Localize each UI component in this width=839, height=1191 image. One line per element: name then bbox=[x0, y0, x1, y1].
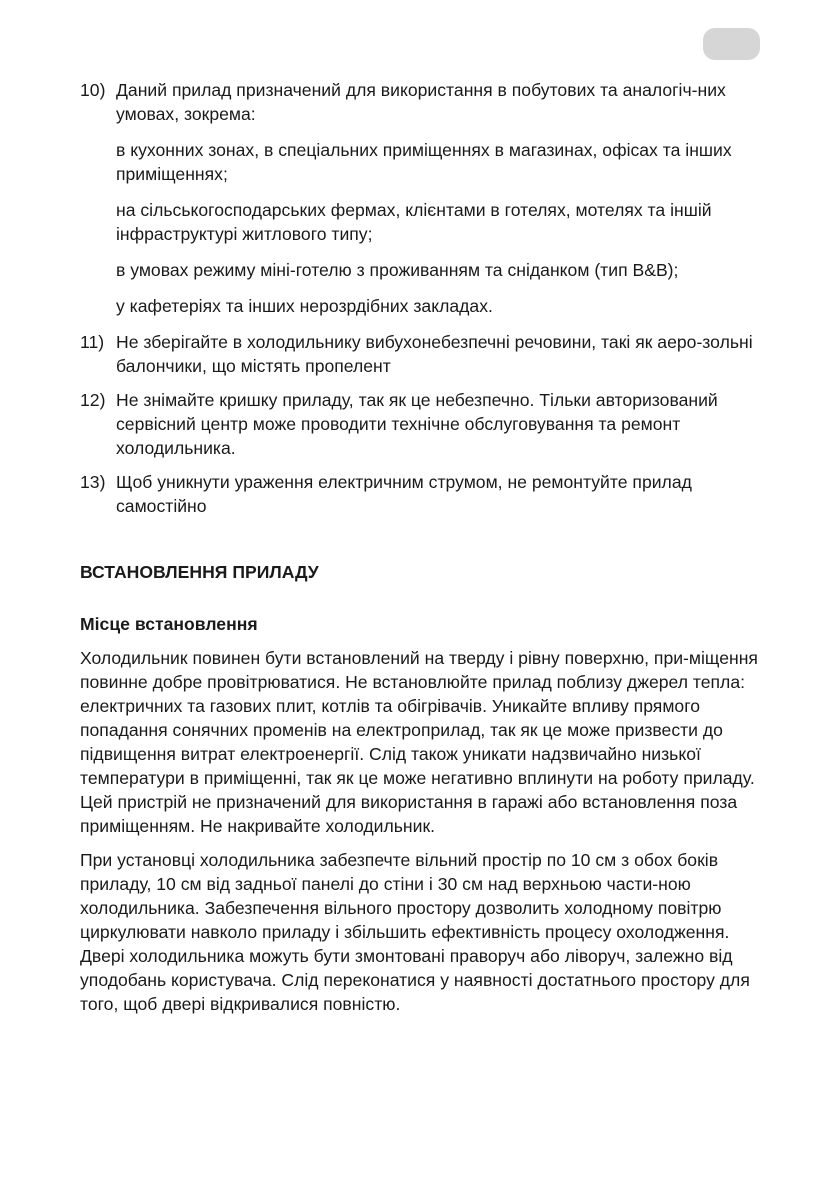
list-item-10 bbox=[80, 78, 763, 126]
list-number: 12) bbox=[80, 390, 106, 410]
sublist-item: в умовах режиму міні-готелю з проживанням та сніданком (тип B&B); bbox=[116, 260, 679, 280]
list-number: 11) bbox=[80, 332, 105, 352]
body-paragraph: Холодильник повинен бути встановлений на тверду і рівну поверхню, при-міщення повинне добре провітрюватися. Не встановлюйте прилад поблизу джерел тепла: електричних та газових плит, котлів та обігрівачів. Уникайте впливу прямого попадання сонячних променів на електроприлад, так як це може призвести до підвищення витрат електроенергії. Слід також уникати надзвичайно низької температури в приміщенні, так як це може негативно вплинути на роботу приладу. Цей пристрій не призначений для використання в гаражі або встановлення поза приміщенням. Не накривайте холодильник. bbox=[80, 648, 758, 836]
list-text: Даний прилад призначений для використання в побутових та аналогіч-них умовах, зокрема: bbox=[116, 80, 726, 124]
sublist-item: в кухонних зонах, в спеціальних приміщеннях в магазинах, офісах та інших приміщеннях; bbox=[116, 140, 732, 184]
section-title: ВСТАНОВЛЕННЯ ПРИЛАДУ bbox=[80, 562, 319, 582]
body-paragraph: При установці холодильника забезпечте вільний простір по 10 см з обох боків приладу, 10 см від задньої панелі до стіни і 30 см над верхньою части-ною холодильника. Забезпечення вільного простору дозволить холодному повітрю циркулювати навколо приладу і збільшить ефективність процесу охолодження. Двері холодильника можуть бути змонтовані праворуч або ліворуч, залежно від уподобань користувача. Слід переконатися у наявності достатнього простору для того, щоб двері відкривалися повністю. bbox=[80, 850, 750, 1014]
list-text: Щоб уникнути ураження електричним струмом, не ремонтуйте прилад самостійно bbox=[116, 472, 692, 516]
list-item-11 bbox=[80, 330, 763, 378]
page-tab-marker bbox=[703, 28, 760, 60]
list-item-13 bbox=[80, 470, 763, 518]
sublist-item: на сільськогосподарських фермах, клієнтами в готелях, мотелях та іншій інфраструктурі житлового типу; bbox=[116, 200, 712, 244]
list-number: 10) bbox=[80, 80, 106, 100]
sublist-item: у кафетеріях та інших нерозрдібних закладах. bbox=[116, 296, 493, 316]
list-number: 13) bbox=[80, 472, 106, 492]
list-item-12 bbox=[80, 388, 763, 460]
sublist bbox=[80, 138, 763, 318]
document-page bbox=[80, 78, 763, 1016]
list-text: Не знімайте кришку приладу, так як це небезпечно. Тільки авторизований сервісний центр може проводити технічне обслуговування та ремонт холодильника. bbox=[116, 390, 718, 458]
list-text: Не зберігайте в холодильнику вибухонебезпечні речовини, такі як аеро-зольні балончики, що містять пропелент bbox=[116, 332, 753, 376]
subsection-title: Місце встановлення bbox=[80, 614, 258, 634]
